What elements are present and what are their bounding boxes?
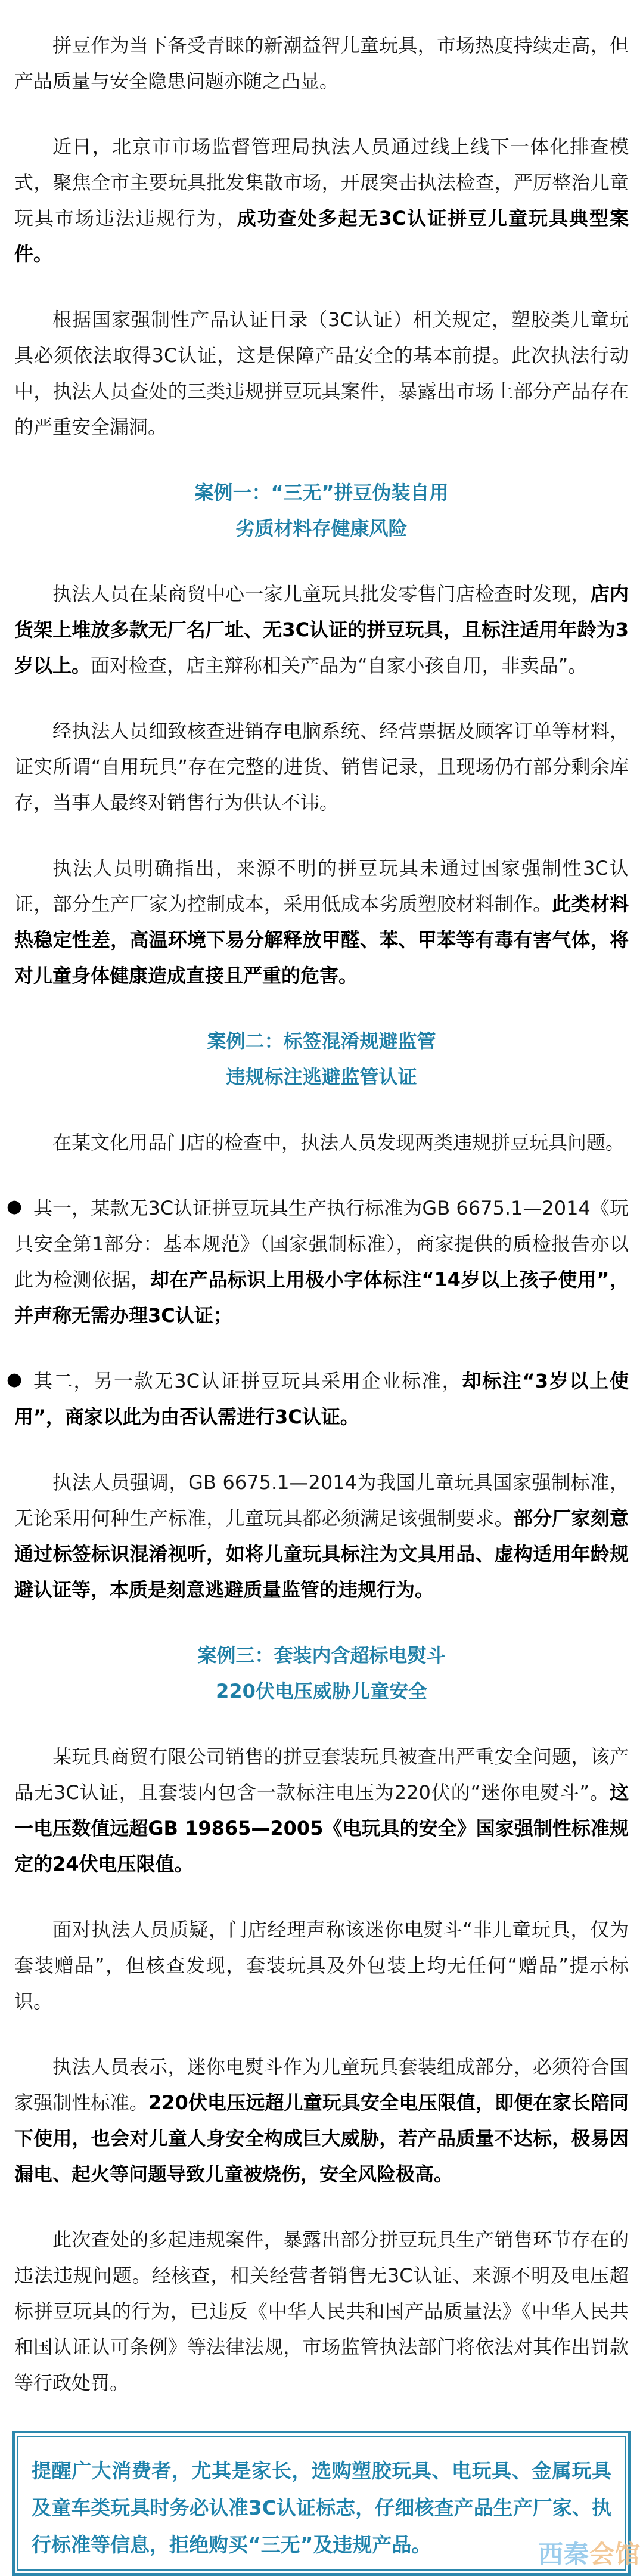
paragraph [14,576,629,683]
text-run: 某玩具商贸有限公司销售的拼豆套装玩具被查出严重安全问题，该产品无3C认证，且套装内包含一款标注电压为220伏的“迷你电熨斗”。 [14,1745,629,1804]
emphasis-run: 成功查处多起无3C认证拼豆儿童玩具典型案件。 [14,207,629,265]
case-heading-line: 案例二：标签混淆规避监管 [207,1030,436,1052]
text-run: 近日，北京市市场监督管理局执法人员通过线上线下一体化排查模式，聚焦全市主要玩具批发集散市场，开展突击执法检查，严厉整治儿童玩具市场违法违规行为， [14,135,629,230]
bullet-icon: ● [7,1196,23,1217]
bullet-paragraph [14,1190,629,1333]
case-heading-line: 案例一：“三无”拼豆伪装自用 [194,481,449,504]
emphasis-run: 此类材料热稳定性差，高温环境下易分解释放甲醛、苯、甲苯等有毒有害气体，将对儿童身体健康造成直接且严重的危害。 [14,893,629,987]
text-run: 拼豆作为当下备受青睐的新潮益智儿童玩具，市场热度持续走高，但产品质量与安全隐患问题亦随之凸显。 [14,34,629,92]
paragraph [14,1739,629,1882]
case-heading-line: 案例三：套装内含超标电熨斗 [197,1644,446,1667]
paragraph [14,129,629,272]
paragraph [14,27,629,99]
text-run: 经执法人员细致核查进销存电脑系统、经营票据及顾客订单等材料，证实所谓“自用玩具”存在完整的进货、销售记录，且现场仍有部分剩余库存，当事人最终对销售行为供认不讳。 [14,720,629,814]
case-heading [14,1637,629,1709]
paragraph [14,2049,629,2192]
text-run: 执法人员表示，迷你电熨斗作为儿童玩具套装组成部分，必须符合国家强制性标准。 [14,2055,629,2114]
emphasis-run: 这一电压数值远超GB 19865—2005《电玩具的安全》国家强制性标准规定的24伏电压限值。 [14,1781,629,1875]
paragraph [14,850,629,993]
case-heading [14,475,629,546]
text-run: 执法人员明确指出，来源不明的拼豆玩具未通过国家强制性3C认证，部分生产厂家为控制成本，采用低成本劣质塑胶材料制作。 [14,857,629,915]
paragraph [14,2222,629,2401]
case-heading [14,1023,629,1095]
emphasis-run: 220伏电压远超儿童玩具安全电压限值，即便在家长陪同下使用，也会对儿童人身安全构成巨大威胁，若产品质量不达标，极易因漏电、起火等问题导致儿童被烧伤，安全风险极高。 [14,2091,629,2185]
watermark [538,2537,641,2572]
text-run: 根据国家强制性产品认证目录（3C认证）相关规定，塑胶类儿童玩具必须依法取得3C认证，这是保障产品安全的基本前提。此次执法行动中，执法人员查处的三类违规拼豆玩具案件，暴露出市场上部分产品存在的严重安全漏洞。 [14,308,629,438]
paragraph [14,1465,629,1608]
emphasis-run: 却在产品标识上用极小字体标注“14岁以上孩子使用”，并声称无需办理3C认证； [14,1268,629,1327]
bullet-item [7,1363,629,1435]
text-run: 面对执法人员质疑，门店经理声称该迷你电熨斗“非儿童玩具，仅为套装赠品”，但核查发现，套装玩具及外包装上均无任何“赠品”提示标识。 [14,1918,629,2012]
text-run: 执法人员强调，GB 6675.1—2014为我国儿童玩具国家强制标准，无论采用何种生产标准，儿童玩具都必须满足该强制要求。 [14,1471,629,1530]
watermark-part-orange: 会馆 [589,2540,641,2569]
paragraph [14,1125,629,1160]
paragraph [14,302,629,445]
bullet-icon: ● [7,1369,23,1390]
bullet-paragraph [14,1363,629,1435]
bullet-item [7,1190,629,1333]
consumer-notice-text: 提醒广大消费者，尤其是家长，选购塑胶玩具、电玩具、金属玩具及童车类玩具时务必认准3C认证标志，仔细核查产品生产厂家、执行标准等信息，拒绝购买“三无”及违规产品。 [32,2459,611,2556]
case-heading-line: 220伏电压威胁儿童安全 [216,1680,427,1702]
text-run: 其二，另一款无3C认证拼豆玩具采用企业标准， [33,1370,462,1392]
case-heading-line: 违规标注逃避监管认证 [226,1066,417,1088]
watermark-part-blue: 西秦 [538,2540,589,2569]
case-heading-line: 劣质材料存健康风险 [235,517,408,540]
text-run: 在某文化用品门店的检查中，执法人员发现两类违规拼豆玩具问题。 [52,1131,625,1154]
text-run: 此次查处的多起违规案件，暴露出部分拼豆玩具生产销售环节存在的违法违规问题。经核查，相关经营者销售无3C认证、来源不明及电压超标拼豆玩具的行为，已违反《中华人民共和国产品质量法》《中华人民共和国认证认可条例》等法律法规，市场监管执法部门将依法对其作出罚款等行政处罚。 [14,2228,629,2394]
consumer-notice-inner-frame [17,2436,626,2571]
text-run: 其一，某款无3C认证拼豆玩具生产执行标准为GB 6675.1—2014《玩具安全第1部分：基本规范》（国家强制标准），商家提供的质检报告亦以此为检测依据， [14,1197,629,1291]
paragraph [14,1912,629,2019]
emphasis-run: 店内货架上堆放多款无厂名厂址、无3C认证的拼豆玩具，且标注适用年龄为3岁以上。 [14,583,629,677]
paragraph [14,713,629,821]
text-run: 执法人员在某商贸中心一家儿童玩具批发零售门店检查时发现， [52,583,591,605]
article-body [7,27,629,2401]
emphasis-run: 部分厂家刻意通过标签标识混淆视听，如将儿童玩具标注为文具用品、虚构适用年龄规避认证等，本质是刻意逃避质量监管的违规行为。 [14,1507,629,1601]
text-run: 面对检查，店主辩称相关产品为“自家小孩自用，非卖品”。 [91,654,588,677]
emphasis-run: 却标注“3岁以上使用”，商家以此为由否认需进行3C认证。 [14,1370,629,1428]
